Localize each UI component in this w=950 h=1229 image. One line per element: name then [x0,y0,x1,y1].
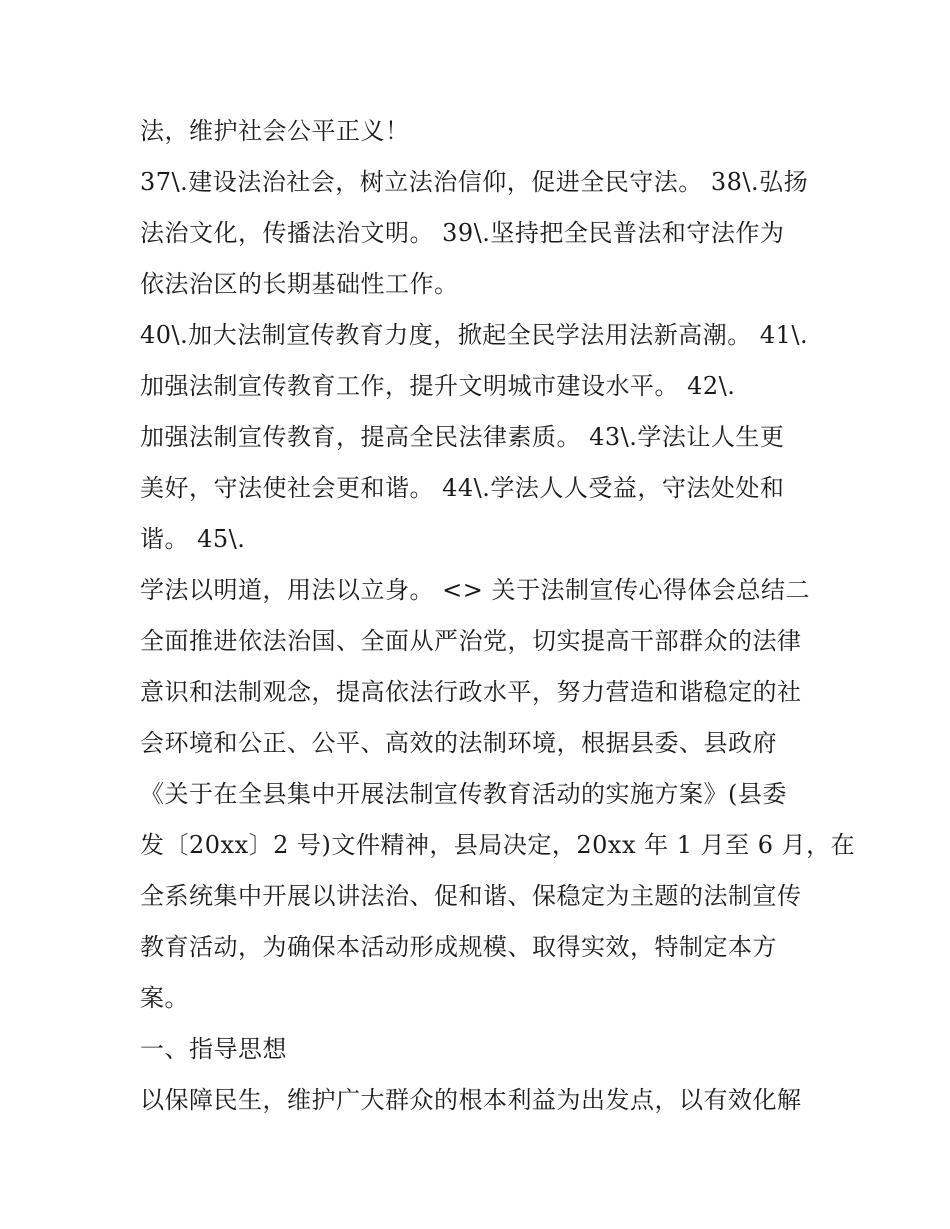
text-line: 依法治区的长期基础性工作。 [140,270,459,298]
text-line: 发〔20xx〕2 号)文件精神，县局决定，20xx 年 1 月至 6 月，在 [140,831,856,859]
text-line: 法，维护社会公平正义！ [140,117,410,145]
text-line: 37\.建设法治社会，树立法治信仰，促进全民守法。 38\.弘扬 [140,168,809,196]
text-line: 谐。 45\. [140,525,246,553]
text-line: 案。 [140,984,189,1012]
text-line: 教育活动，为确保本活动形成规模、取得实效，特制定本方 [140,933,777,961]
text-line: 美好，守法使社会更和谐。 44\.学法人人受益，守法处处和 [140,474,785,502]
text-line: 加强法制宣传教育工作，提升文明城市建设水平。 42\. [140,372,736,400]
document-body [140,106,856,1126]
text-line: 40\.加大法制宣传教育力度，掀起全民学法用法新高潮。 41\. [140,321,809,349]
text-line: 加强法制宣传教育，提高全民法律素质。 43\.学法让人生更 [140,423,785,451]
text-line: 会环境和公正、公平、高效的法制环境，根据县委、县政府 [140,729,777,757]
text-line: 学法以明道，用法以立身。 <> 关于法制宣传心得体会总结二 [140,576,810,604]
text-line: 全系统集中开展以讲法治、促和谐、保稳定为主题的法制宣传 [140,882,802,910]
text-line: 全面推进依法治国、全面从严治党，切实提高干部群众的法律 [140,627,802,655]
text-line: 法治文化，传播法治文明。 39\.坚持把全民普法和守法作为 [140,219,785,247]
text-line: 意识和法制观念，提高依法行政水平，努力营造和谐稳定的社 [140,678,802,706]
text-line: 以保障民生，维护广大群众的根本利益为出发点，以有效化解 [140,1086,802,1114]
text-line: 《关于在全县集中开展法制宣传教育活动的实施方案》(县委 [140,780,787,808]
section-heading: 一、指导思想 [140,1035,287,1063]
